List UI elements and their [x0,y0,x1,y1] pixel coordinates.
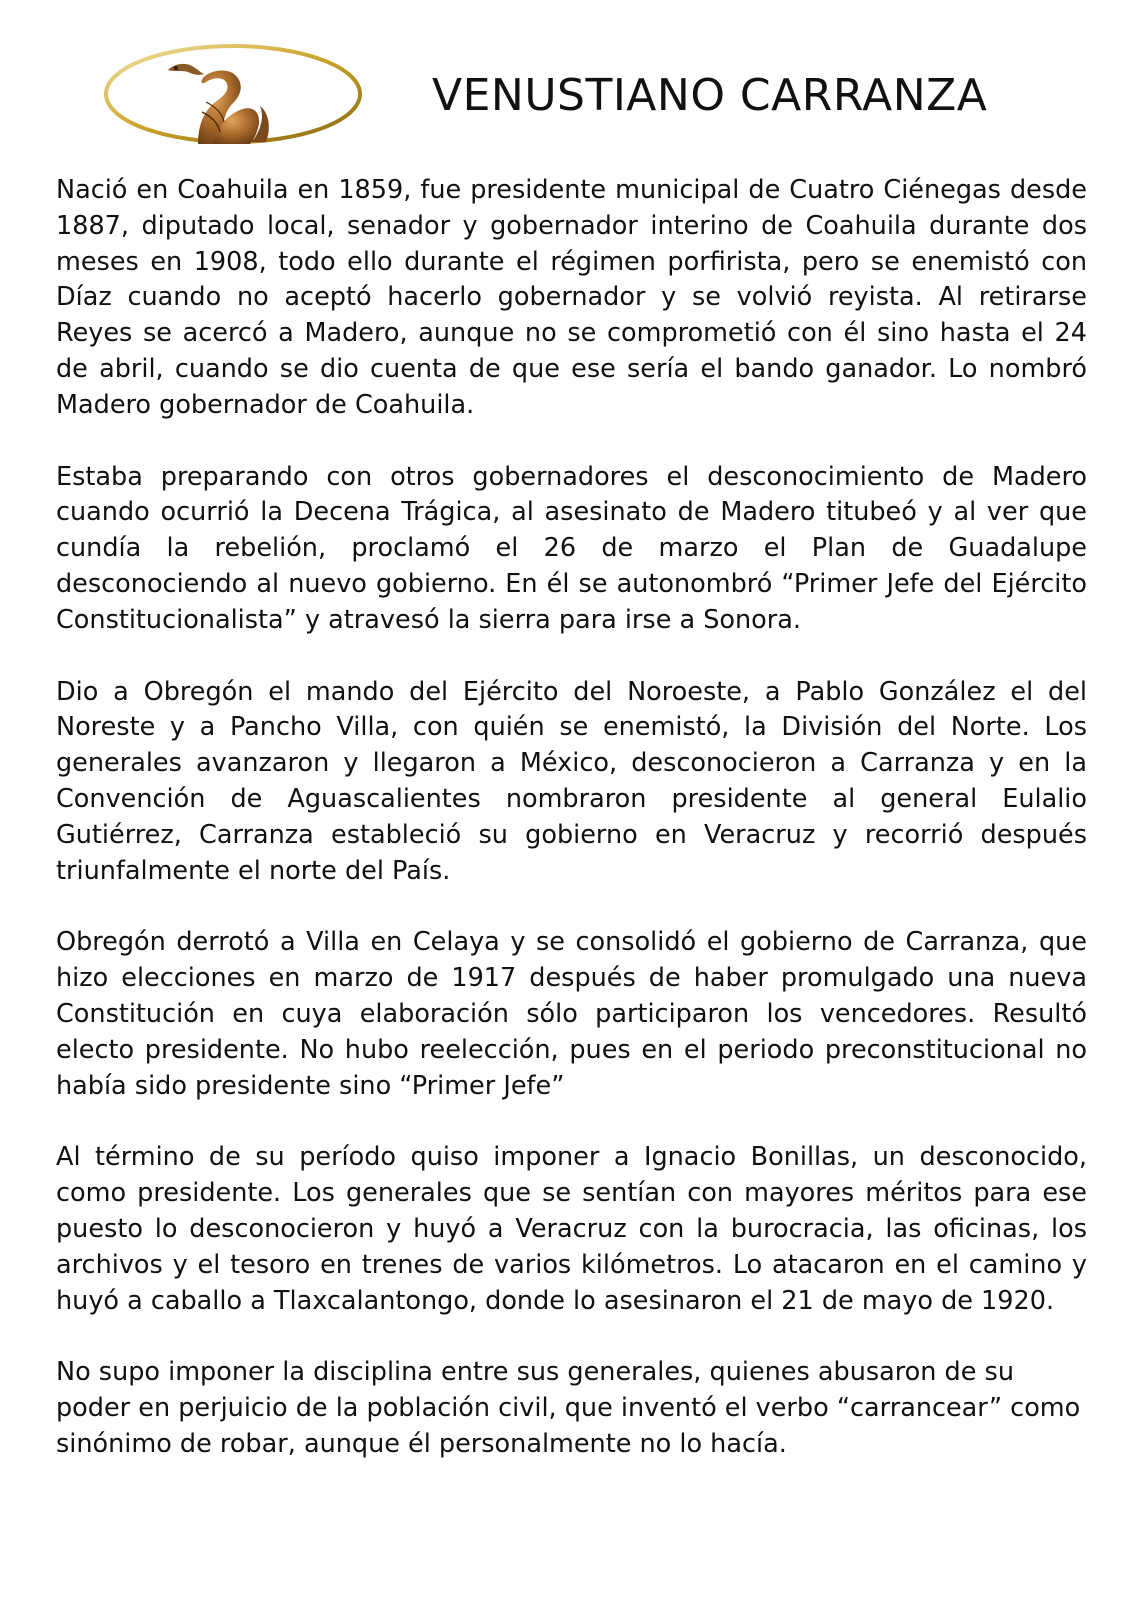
article-body [56,173,1087,1499]
paragraph-birth-early-career: Nació en Coahuila en 1859, fue presidente municipal de Cuatro Ciénegas desde 1887, diputado local, senador y gobernador interino de Coahuila durante dos meses en 1908, todo ello durante el régimen porfirista, pero se enemistó con Díaz cuando no aceptó hacerlo gobernador y se volvió reyista. Al retirarse Reyes se acercó a Madero, aunque no se comprometió con él sino hasta el 24 de abril, cuando se dio cuenta de que ese sería el bando ganador. Lo nombró Madero gobernador de Coahuila. [56,175,1087,420]
page-title: VENUSTIANO CARRANZA [432,70,988,121]
paragraph-carrancear: No supo imponer la disciplina entre sus generales, quienes abusaron de su poder en perjuicio de la población civil, que inventó el verbo “carrancear” como sinónimo de robar, aunque él personalmente no lo hacía. [56,1357,1081,1459]
paragraph-constitution-election: Obregón derrotó a Villa en Celaya y se consolidó el gobierno de Carranza, que hizo elecciones en marzo de 1917 después de haber promulgado una nueva Constitución en cuya elaboración sólo participaron los vencedores. Resultó electo presidente. No hubo reelección, pues en el periodo preconstitucional no había sido presidente sino “Primer Jefe” [56,927,1087,1101]
bronze-serpent-sculpture-icon [102,42,364,146]
paragraph-plan-de-guadalupe: Estaba preparando con otros gobernadores el desconocimiento de Madero cuando ocurrió la Decena Trágica, al asesinato de Madero titubeó y al ver que cundía la rebelión, proclamó el 26 de marzo el Plan de Guadalupe desconociendo al nuevo gobierno. En él se autonombró “Primer Jefe del Ejército Constitucionalista” y atravesó la sierra para irse a Sonora. [56,461,1087,635]
paragraph-succession-death: Al término de su período quiso imponer a Ignacio Bonillas, un desconocido, como presidente. Los generales que se sentían con mayores méritos para ese puesto lo desconocieron y huyó a Veracruz con la burocracia, las oficinas, los archivos y el tesoro en trenes de varios kilómetros. Lo atacaron en el camino y huyó a caballo a Tlaxcalantongo, donde lo asesinaron el 21 de mayo de 1920. [56,1142,1087,1316]
paragraph-revolutionary-armies: Dio a Obregón el mando del Ejército del Noroeste, a Pablo González el del Noreste y a Pancho Villa, con quién se enemistó, la División del Norte. Los generales avanzaron y llegaron a México, desconocieron a Carranza y en la Convención de Aguascalientes nombraron presidente al general Eulalio Gutiérrez, Carranza estableció su gobierno en Veracruz y recorrió después triunfalmente el norte del País. [56,676,1087,886]
page-header [0,0,1143,160]
